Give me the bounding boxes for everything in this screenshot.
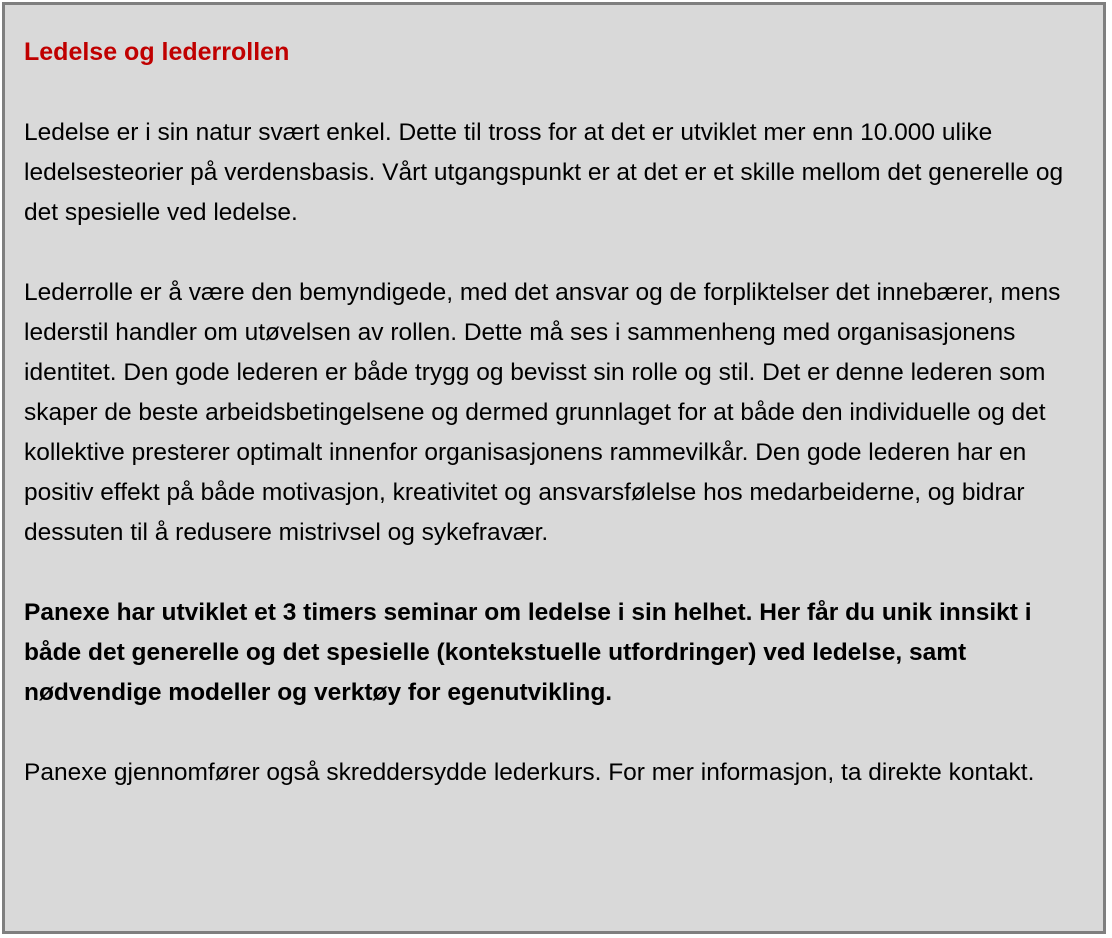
contact-paragraph: Panexe gjennomfører også skreddersydde lederkurs. For mer informasjon, ta direkte kontakt. xyxy=(24,759,1035,786)
page-title: Ledelse og lederrollen xyxy=(24,38,290,66)
spacer xyxy=(24,233,1085,273)
leader-role-paragraph: Lederrolle er å være den bemyndigede, med det ansvar og de forpliktelser det innebærer, mens lederstil handler om utøvelsen av rollen. Dette må ses i sammenheng med organisasjonens identitet. Den gode lederen er både trygg og bevisst sin rolle og stil. Det er denne lederen som skaper de beste arbeidsbetingelsene og dermed grunnlaget for at både den individuelle og det kollektive presterer optimalt innenfor organisasjonens rammevilkår. Den gode lederen har en positiv effekt på både motivasjon, kreativitet og ansvarsfølelse hos medarbeiderne, og bidrar dessuten til å redusere mistrivsel og sykefravær. xyxy=(24,279,1061,546)
text-panel xyxy=(2,2,1106,934)
spacer xyxy=(24,69,1085,113)
seminar-paragraph: Panexe har utviklet et 3 timers seminar om ledelse i sin helhet. Her får du unik innsikt i både det generelle og det spesielle (kontekstuelle utfordringer) ved ledelse, samt nødvendige modeller og verktøy for egenutvikling. xyxy=(24,599,1032,706)
spacer xyxy=(24,553,1085,593)
intro-paragraph: Ledelse er i sin natur svært enkel. Dette til tross for at det er utviklet mer enn 10.000 ulike ledelsesteorier på verdensbasis. Vårt utgangspunkt er at det er et skille mellom det generelle og det spesielle ved ledelse. xyxy=(24,119,1064,226)
spacer xyxy=(24,713,1085,753)
